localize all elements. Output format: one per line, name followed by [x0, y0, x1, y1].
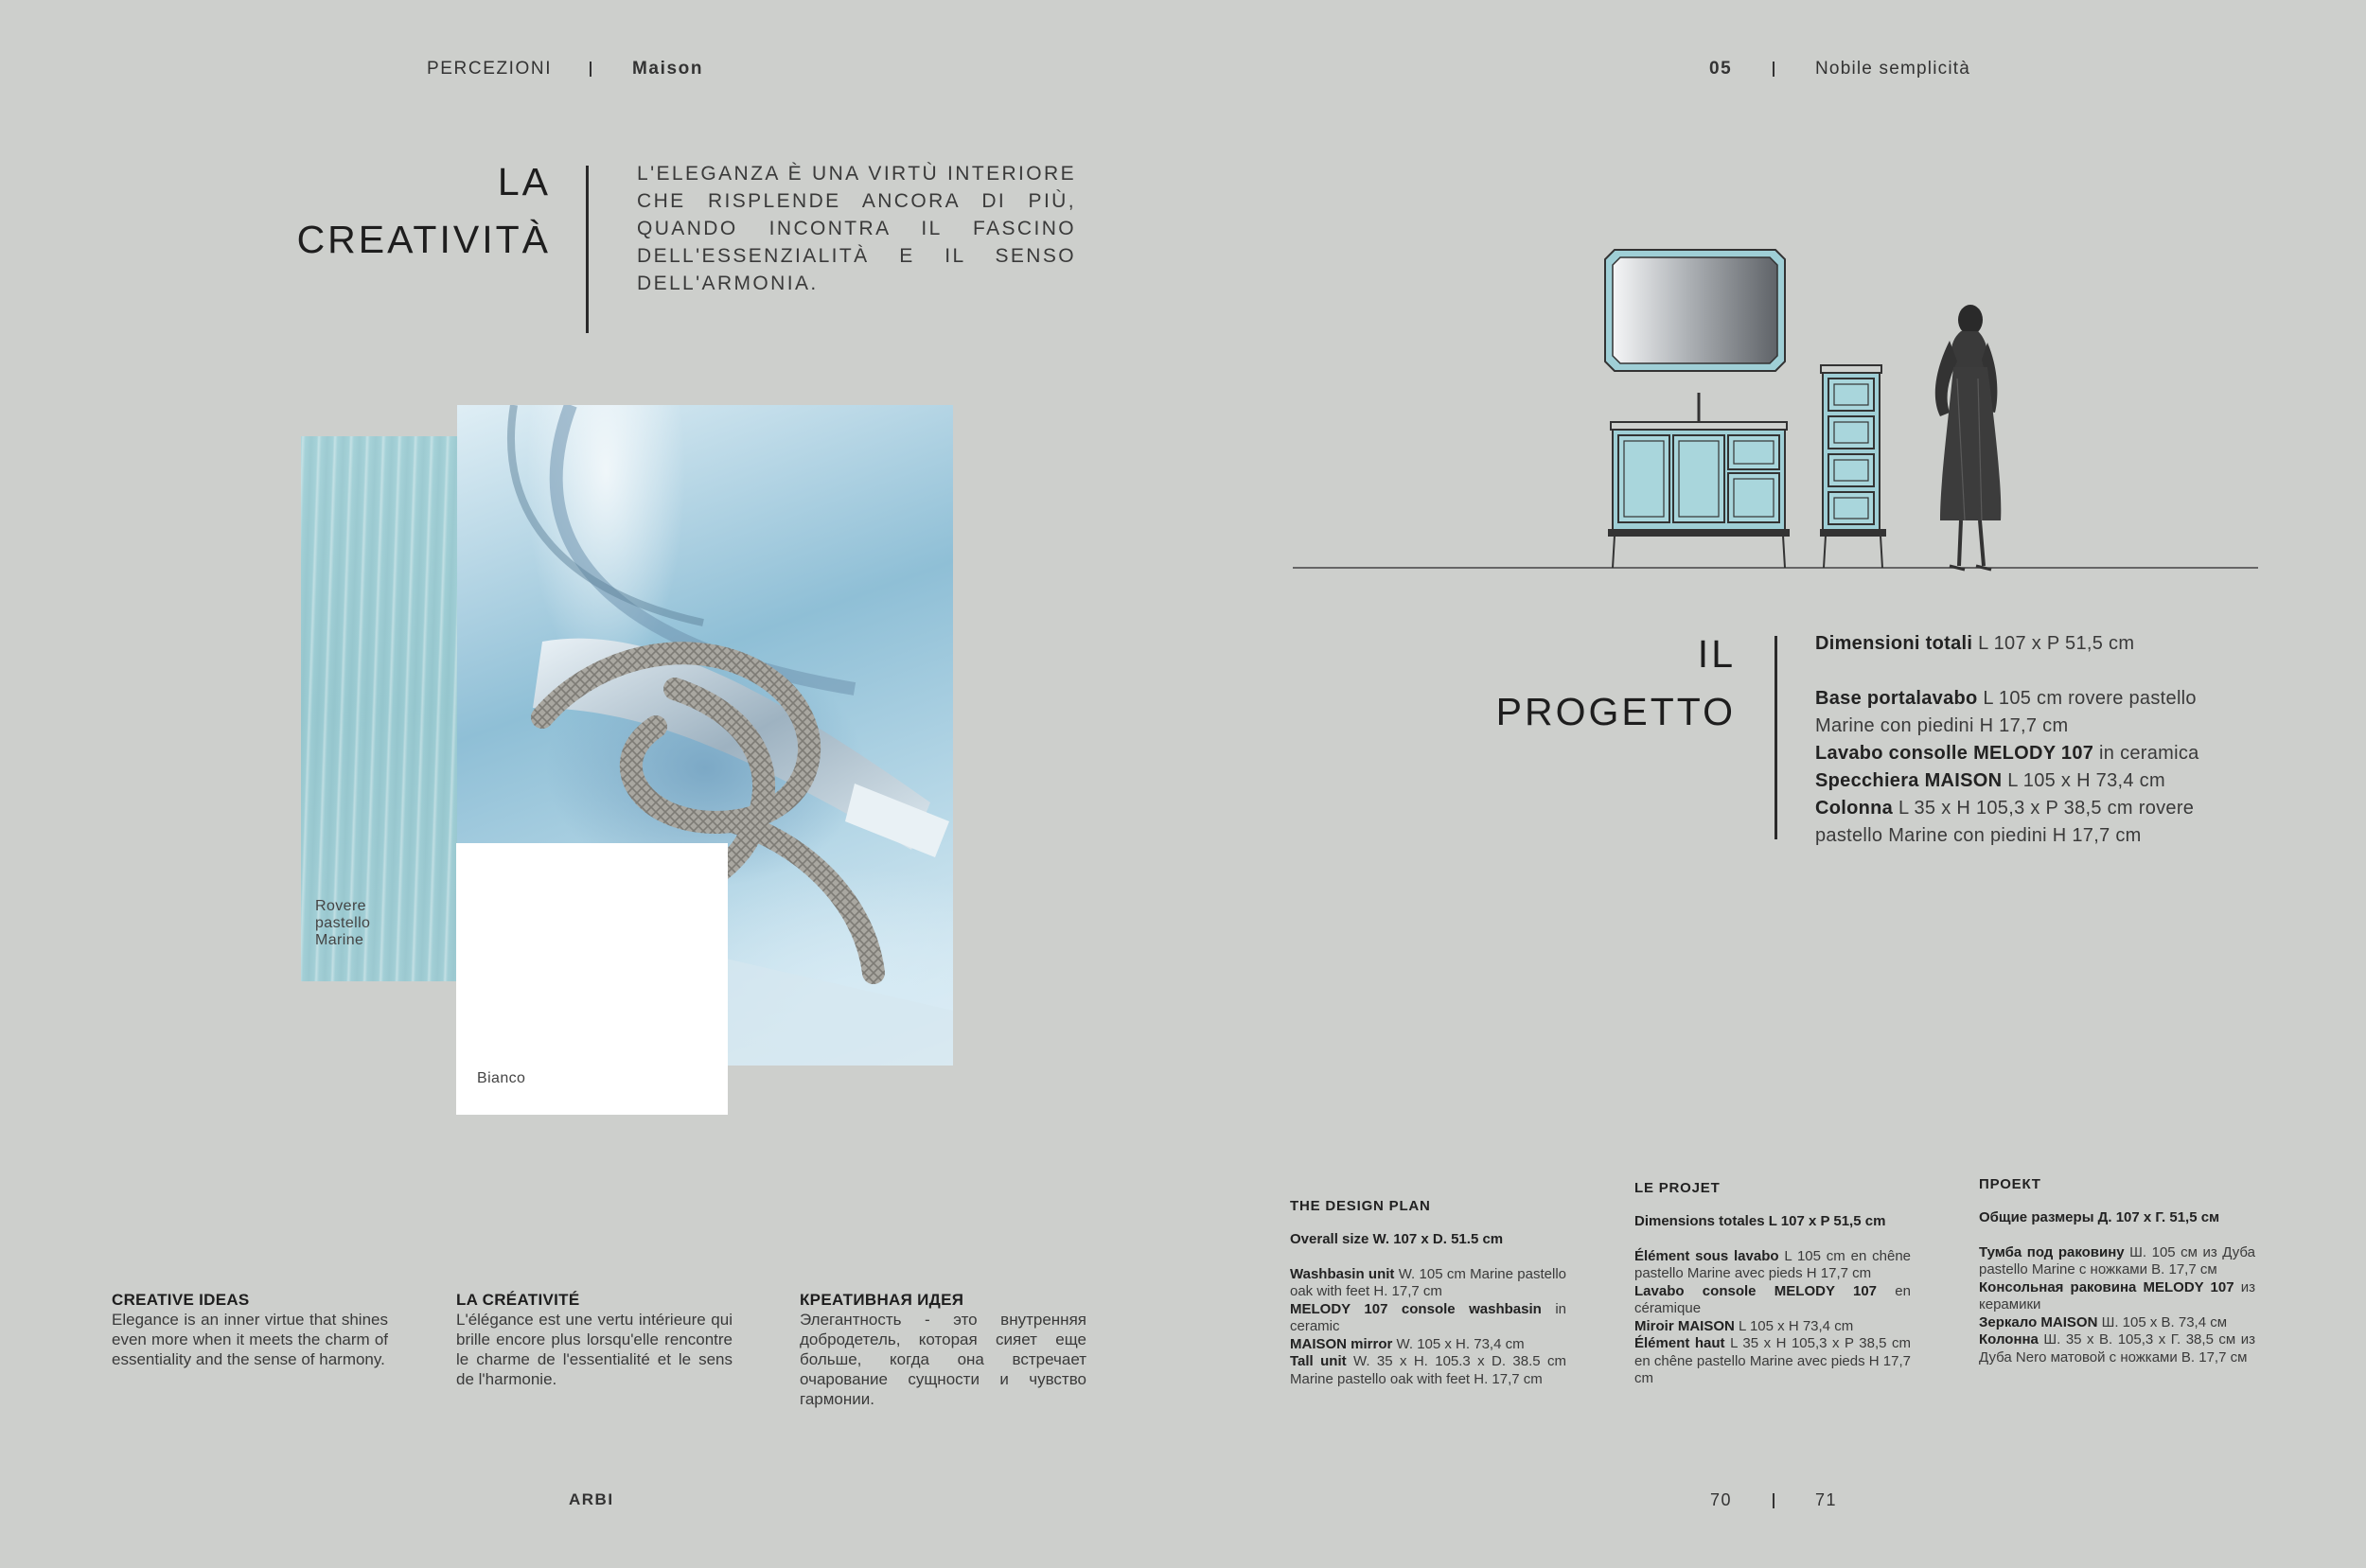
- header-divider: [590, 62, 592, 77]
- column-title-fr: LA CRÉATIVITÉ: [456, 1291, 580, 1309]
- creativity-rule: [586, 166, 589, 333]
- column-body-en: Elegance is an inner virtue that shines even more when it meets the charm of essentiality and the sense of harmony.: [112, 1311, 388, 1368]
- spec-column-ru: [1979, 1176, 2255, 1366]
- progetto-title: [1395, 625, 1736, 741]
- spec-overall-fr: Dimensions totales L 107 x P 51,5 cm: [1634, 1213, 1886, 1229]
- spec-overall-en: Overall size W. 107 x D. 51.5 cm: [1290, 1231, 1504, 1247]
- header-collection: Maison: [632, 59, 704, 79]
- progetto-item-3: Specchiera MAISON L 105 x H 73,4 cm: [1815, 770, 2165, 791]
- spec-lines-fr: Élément sous lavabo L 105 cm en chêne pastello Marine avec pieds H 17,7 cm Lavabo console MELODY 107 en céramique Miroir MAISON L 105 x H 73,4 cm Élément haut L 35 x H 105,3 x P 38,5 cm en chêne pastello Marine avec pieds H 17,7 cm: [1634, 1247, 1912, 1386]
- mirror-maison-icon: [1605, 250, 1785, 371]
- spec-column-en: [1290, 1198, 1566, 1388]
- text-column-en: [112, 1291, 388, 1369]
- spec-column-fr: [1634, 1180, 1911, 1388]
- header-section: PERCEZIONI: [427, 59, 553, 79]
- footer-page-right: 71: [1815, 1490, 1838, 1509]
- spec-title-en: THE DESIGN PLAN: [1290, 1198, 1431, 1214]
- footer-brand: ARBI: [569, 1490, 614, 1508]
- footer-divider: [1773, 1493, 1774, 1508]
- washbasin-unit-icon: [1609, 422, 1789, 568]
- progetto-rule: [1774, 636, 1777, 839]
- column-title-en: CREATIVE IDEAS: [112, 1291, 250, 1309]
- swatch-bianco: [456, 843, 728, 1115]
- column-body-ru: Элегантность - это внутренняя добродетель, которая сияет еще больше, когда она встречает очарование сущности и чувство гармонии.: [800, 1311, 1086, 1408]
- spec-overall-ru: Общие размеры Д. 107 x Г. 51,5 см: [1979, 1209, 2220, 1225]
- progetto-title-line1: IL: [1697, 632, 1736, 676]
- text-column-ru: [800, 1291, 1086, 1409]
- creativity-title-line1: LA: [497, 160, 551, 203]
- spec-title-ru: ПРОЕКТ: [1979, 1176, 2041, 1192]
- furniture-elevation-drawing: [1287, 237, 2271, 615]
- progetto-item-0: Dimensioni totali L 107 x P 51,5 cm: [1815, 633, 2135, 654]
- woman-figure-icon: [1935, 305, 2002, 570]
- progetto-title-line2: PROGETTO: [1495, 690, 1736, 733]
- progetto-item-4: Colonna L 35 x H 105,3 x P 38,5 cm rovere pastello Marine con piedini H 17,7 cm: [1815, 798, 2195, 846]
- creativity-title: [210, 153, 551, 269]
- column-title-ru: КРЕАТИВНАЯ ИДЕЯ: [800, 1291, 964, 1309]
- header-page-number: 05: [1709, 59, 1733, 79]
- text-column-fr: [456, 1291, 733, 1389]
- spec-title-fr: LE PROJET: [1634, 1180, 1721, 1196]
- spec-lines-en: Washbasin unit W. 105 cm Marine pastello oak with feet H. 17,7 cm MELODY 107 console washbasin in ceramic MAISON mirror W. 105 x H. 73,4 cm Tall unit W. 35 x H. 105.3 x D. 38.5 cm Marine pastello oak with feet H. 17,7 cm: [1290, 1265, 1566, 1387]
- swatch-rovere-label: Rovere pastello Marine: [315, 898, 371, 948]
- creativity-quote: L'ELEGANZA È UNA VIRTÙ INTERIORE CHE RISPLENDE ANCORA DI PIÙ, QUANDO INCONTRA IL FASCINO DELL'ESSENZIALITÀ E IL SENSO DELL'ARMONIA.: [637, 163, 1076, 294]
- progetto-item-1: Base portalavabo L 105 cm rovere pastello Marine con piedini H 17,7 cm: [1815, 688, 2197, 736]
- footer-page-left: 70: [1710, 1490, 1733, 1509]
- spec-lines-ru: Тумба под раковину Ш. 105 см из Дуба pastello Marine с ножками В. 17,7 см Консольная раковина MELODY 107 из керамики Зеркало MAISON Ш. 105 x В. 73,4 см Колонна Ш. 35 x В. 105,3 x Г. 38,5 см из Дуба Nero матовой с ножками В. 17,7 см: [1979, 1243, 2255, 1365]
- column-body-fr: L'élégance est une vertu intérieure qui brille encore plus lorsqu'elle rencontre le charme de l'essentialité et le sens de l'harmonie.: [456, 1311, 733, 1388]
- progetto-item-2: Lavabo consolle MELODY 107 in ceramica: [1815, 743, 2199, 764]
- creativity-title-line2: CREATIVITÀ: [296, 218, 551, 261]
- progetto-spec-list: [1815, 630, 2213, 850]
- header-subtitle: Nobile semplicità: [1815, 59, 1971, 79]
- tall-column-unit-icon: [1821, 365, 1885, 568]
- header-divider-right: [1773, 62, 1774, 77]
- swatch-bianco-label: Bianco: [477, 1070, 526, 1086]
